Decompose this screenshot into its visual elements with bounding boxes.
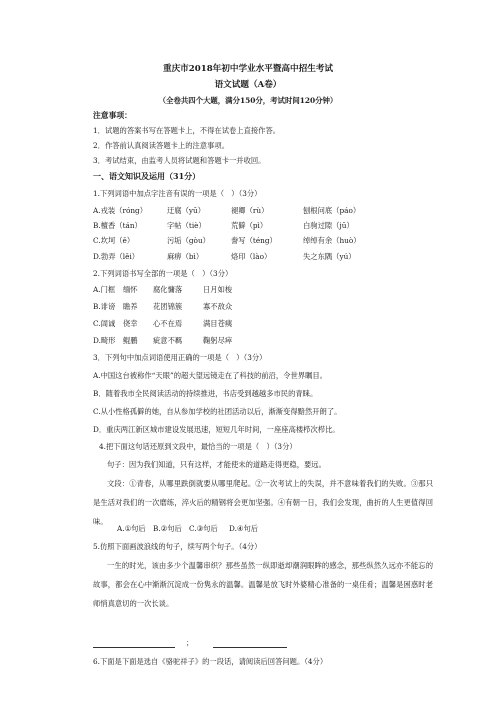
q4-passage: 文段：①青春，从哪里跌倒就要从哪里爬起。②一次考试上的失误，并不意味着我们的失败。③那只是生活对我们的一次磨练，淬火后的精钢将会更加坚强。④有朝一日，我们会发现，曲折的人生更值得回味。 (93, 479, 433, 526)
option-cell: 迂腐（yū） (167, 206, 206, 215)
option-row (93, 252, 433, 261)
option-cell: 心不在焉 (153, 319, 183, 328)
option-cell: 绰绰有余（huò） (303, 236, 361, 245)
option-cell: C.③句后 (189, 524, 218, 533)
option-cell: A.戎装（róng） (93, 206, 148, 215)
option-cell: 白驹过隙（jū） (303, 221, 354, 230)
option-cell: 瞻养 (123, 302, 138, 311)
question-stem: 3．下列句中加点词语使用正确的一项是（ ）（3分） (93, 353, 267, 362)
option-cell: C.訚诚 (93, 319, 116, 328)
option-cell: B.檀香（tán） (93, 221, 142, 230)
notes-item: 1．试题的答案书写在答题卡上，不得在试卷上直接作答。 (93, 126, 281, 135)
option-sentence: B．随着我市全民阅读活动的持续推进，书店受到越越多市民的青睐。 (93, 389, 318, 398)
answer-blank[interactable] (93, 638, 175, 648)
notes-heading: 注意事项： (93, 111, 132, 120)
option-cell: 烙印（lào） (231, 252, 272, 261)
option-cell: A.门框 (93, 285, 116, 294)
option-sentence: A.中国这台被称作“天眼”的超大望远镜走在了科技的前沿，令世界瞩目。 (93, 371, 327, 380)
option-cell: A.①句后 (117, 524, 146, 533)
option-row (93, 221, 433, 230)
option-cell: 日月如梭 (203, 285, 233, 294)
option-cell: 失之东隅（yú） (303, 252, 356, 261)
option-cell: 缅怀 (123, 285, 138, 294)
option-row (93, 336, 433, 345)
option-cell: B.诽谤 (93, 302, 116, 311)
blank-separator: ； (186, 638, 194, 647)
option-row (93, 302, 433, 311)
notes-item: 2．作答前认真阅读答题卡上的注意事项。 (93, 141, 229, 150)
option-cell: 鞠躬尽瘁 (203, 336, 233, 345)
option-cell: 满目苍痍 (203, 319, 233, 328)
exam-subtitle: 语文试题（A卷） (214, 80, 282, 90)
option-cell: 疵意不羁 (153, 336, 183, 345)
option-sentence: D．重庆两江新区城市建设发展迅速，短短几年时间，一座座高楼栉次栉比。 (93, 425, 340, 434)
option-row (93, 319, 433, 328)
option-cell: B.②句后 (153, 524, 182, 533)
question-stem: 5.仿照下面画波浪线的句子，续写两个句子。（4分） (93, 542, 262, 551)
option-cell: 荒僻（pì） (231, 221, 268, 230)
question-stem: 1.下列词语中加点字注音有误的一项是（ ）（3分） (93, 189, 262, 198)
option-cell: 花团锦簇 (153, 302, 183, 311)
exam-title: 重庆市2018年初中学业水平暨高中招生考试 (162, 64, 333, 74)
option-cell: 麻痹（bì） (167, 252, 204, 261)
option-cell: 鲲鹏 (123, 336, 138, 345)
exam-info: （全卷共四个大题，满分150分，考试时间120分钟） (158, 96, 338, 105)
option-sentence: C.从小性格孤僻的她，自从参加学校的社团活动以后，渐渐变得黯然开朗了。 (93, 407, 342, 416)
option-cell: 刨根问底（páo） (303, 206, 361, 215)
option-row (93, 206, 433, 215)
notes-item: 3．考试结束，由监考人员将试题和答题卡一并收回。 (93, 156, 266, 165)
option-cell: D.④句后 (229, 524, 259, 533)
option-row (93, 285, 433, 294)
question-stem: 6.下面是下面是选自《骆驼祥子》的一段话，请阅读后回答问题。（4分） (93, 657, 328, 666)
option-row (93, 236, 433, 245)
question-stem: 2.下列词语书写全部的一项是（ ）（3分） (93, 269, 233, 278)
q4-sentence: 句子：因为我们知道，只有这样，才能使未的道路走得更稳，要远。 (107, 460, 326, 469)
question-stem: 4.把下面这句话还原到文段中，最恰当的一项是（ ）（3分） (99, 442, 297, 451)
option-cell: 褪卿（rù） (231, 206, 269, 215)
option-cell: 侥幸 (123, 319, 138, 328)
option-cell: D.畸形 (93, 336, 116, 345)
option-cell: 字帖（tiè） (167, 221, 206, 230)
option-cell: C.坎坷（ě） (93, 236, 135, 245)
section-heading: 一、语文知识及运用（31分） (93, 171, 201, 181)
option-cell: 寡不敌众 (203, 302, 233, 311)
option-row (117, 524, 457, 533)
option-cell: D.勃弄（lěi） (93, 252, 140, 261)
answer-blank[interactable] (213, 638, 287, 648)
option-cell: 腐化慵落 (153, 285, 183, 294)
option-cell: 污垢（gòu） (167, 236, 210, 245)
q5-passage: 一生的时光，该由多少个温馨串织？那些虽然一纵即逝却潮润眼眸的感念，那些纵然久远亦不能忘的故事，都会在心中渐渐沉淀成一份隽永的温馨。温馨是放飞时外婆精心准备的一桌佳肴；温馨是困惑时老师悄真意切的一次长谈。 (93, 561, 433, 608)
option-cell: 誊写（téng） (231, 236, 277, 245)
